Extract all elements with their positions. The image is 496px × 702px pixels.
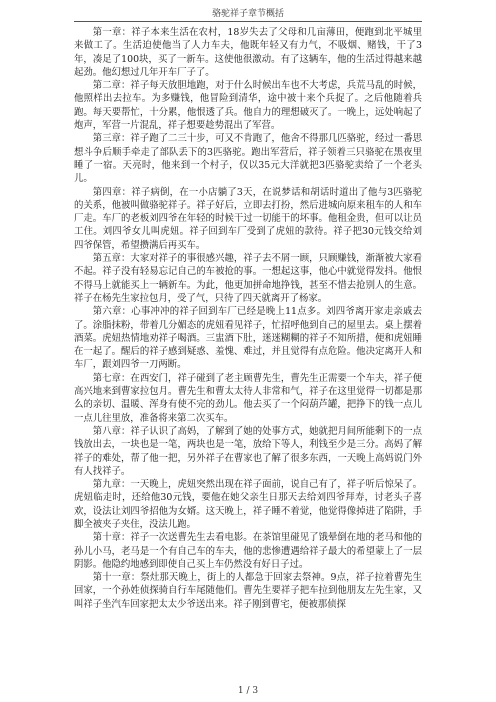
page-number: 1 / 3	[237, 686, 259, 696]
document-body	[74, 26, 422, 611]
paragraph-chapter-5: 第五章：大家对祥子的事很感兴趣，祥子去不屑一顾，只顾赚钱，渐渐被大家看不起。祥子没有轻易忘记自己的车被抢的事。一想起这事，他心中就觉得发抖。他恨不得马上就能买上一辆新车。为此，他更加拼命地挣钱，甚至不惜去抢别人的生意。祥子在杨先生家拉包月，受了气，只待了四天就离开了杨家。	[74, 253, 422, 304]
paragraph-chapter-2: 第二章：祥子每天放胆地跑，对于什么时候出车也不大考虑，兵荒马乱的时候，他照样出去拉车。为多赚钱，他冒险到清华，途中被十来个兵捉了。之后他随着兵跑。每天要帮忙，十分累，他恨透了兵。他自力的理想破灭了。一晚上，远处响起了炮声，军营一片混乱，祥子想要趁势混出了军营。	[74, 80, 422, 132]
paragraph-chapter-8: 第八章：祥子认识了高妈，了解到了她的处事方式，她就把月间所能剩下的一点钱放出去，一块也是一笔，两块也是一笔，放给下等人，利钱至少是三分。高妈了解祥子的难处，帮了他一把，另外祥子在曹家也了解了很多东西，一天晚上高妈说门外有人找祥子。	[74, 425, 422, 477]
page-header: 骆驼祥子章节概括	[211, 9, 284, 19]
paragraph-chapter-6: 第六章：心事冲冲的祥子回到车厂已经是晚上11点多。刘四爷离开家走亲戚去了。涂脂抹粉，带着几分媚态的虎妞看见祥子，忙招呼他到自己的屋里去。桌上摆着酒菜。虎妞热情地劝祥子喝酒。三盅酒下肚，迷迷糊糊的祥子不知所措，便和虎妞睡在一起了。醒后的祥子感到疑惑、羞愧、难过，并且觉得有点危险。他决定离开人和车厂，跟刘四爷一刀两断。	[74, 306, 422, 371]
paragraph-chapter-10: 第十章：祥子一次送曹先生去看电影。在茶馆里碰见了饿晕倒在地的老马和他的孙儿小马，老马是一个有自己车的车夫，他的悲惨遭遇给祥子最大的希望蒙上了一层阴影。他隐约地感到即使自己买上车仍然没有好日子过。	[74, 532, 422, 570]
paragraph-chapter-9: 第九章：一天晚上，虎妞突然出现在祥子面前，说自己有了，祥子听后惊呆了。虎妞临走时，还给他30元钱，要他在她父亲生日那天去给刘四爷拜寿，讨老头子喜欢，设法让刘四爷招他为女婿。这天晚上，祥子睡不着觉，他觉得像掉进了陷阱，手脚全被夹子夹住，没法儿跑。	[74, 479, 422, 530]
paragraph-chapter-7: 第七章：在西安门，祥子碰到了老主顾曹先生，曹先生正需要一个车夫，祥子便高兴地来到曹家拉包月。曹先生和曹太太待人非常和气，祥子在这里觉得一切都是那么的亲切、温暖、浑身有使不完的劲儿。他去买了一个闷葫芦罐，把挣下的钱一点儿一点儿往里放，准备将来第二次买车。	[74, 372, 422, 424]
paragraph-chapter-4: 第四章：祥子病倒，在一小店躺了3天，在说梦话和胡话时道出了他与3匹骆驼的关系，他被叫做骆驼祥子。祥子好后，立即去打扮，然后进城向原来租车的人和车厂走。车厂的老板刘四爷在年轻的时候干过一切能干的坏事。他租金贵，但可以让员工住。刘四爷女儿叫虎妞。祥子回到车厂受到了虎妞的款待。祥子把30元钱交给刘四爷保管，希望攒满后再买车。	[74, 186, 422, 251]
paragraph-chapter-1: 第一章：祥子本来生活在农村，18岁失去了父母和几亩薄田，便跑到北平城里来做工了。生活迫使他当了人力车夫，他既年轻又有力气，不吸烟、赌钱，干了3年，凑足了100块，买了一新车。这使他很激动。有了这辆车，他的生活过得越来越起劲。他幻想过几年开车厂子了。	[74, 27, 422, 78]
header-rule	[74, 21, 422, 22]
paragraph-chapter-3: 第三章：祥子跑了二三十步，可又不肯跑了，他舍不得那几匹骆驼，经过一番思想斗争后顺手牵走了部队丢下的3匹骆驼。跑出军营后，祥子领着三只骆驼在黑夜里睡了一宿。天亮时，他来到一个村子，仅以35元大洋就把3匹骆驼卖给了一个老头儿。	[74, 133, 422, 185]
paragraph-chapter-11: 第十一章：祭灶那天晚上，街上的人都急于回家去祭神。9点，祥子拉着曹先生回家，一个孙姓侦探骑自行车尾随他们。曹先生要祥子把车拉到他朋友左先生家，又叫祥子坐汽车回家把太太少爷送出来。祥子刚到曹宅，便被那侦探	[74, 572, 422, 610]
